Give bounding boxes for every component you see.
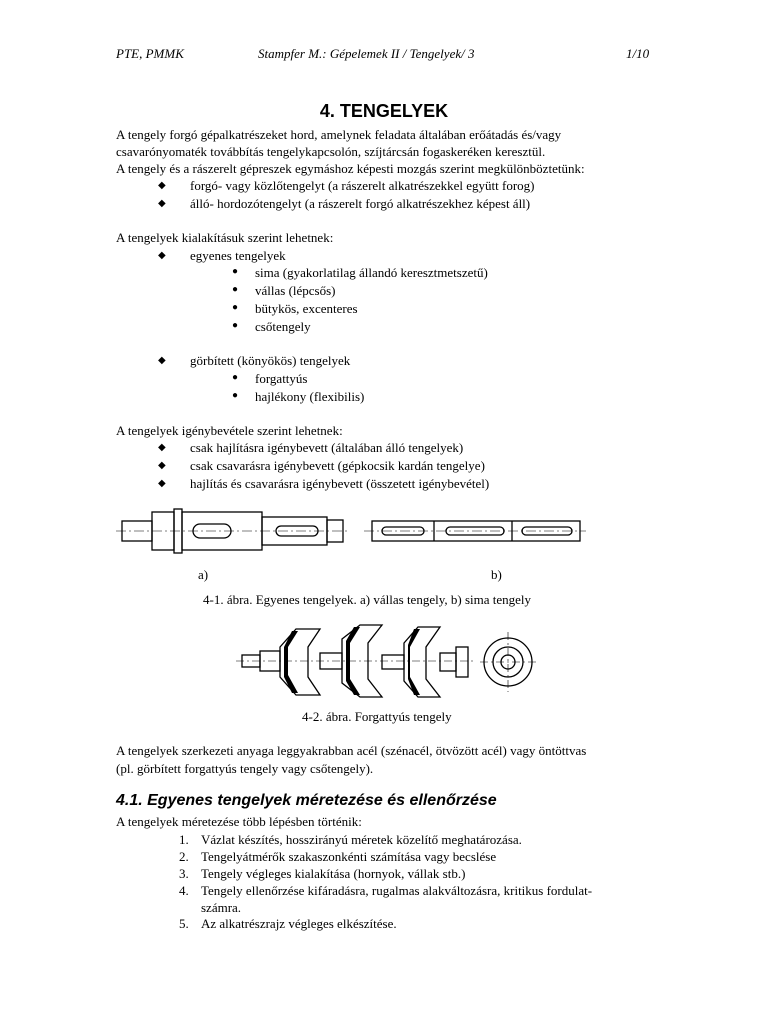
list-item: csak csavarásra igénybevett (gépkocsik kardán tengelye)	[190, 458, 485, 473]
header-center: Stampfer M.: Gépelemek II / Tengelyek/ 3	[258, 46, 475, 61]
intro-line: A tengely forgó gépalkatrészeket hord, amelynek feladata általában erőátadás és/vagy	[116, 127, 562, 142]
step-number: 1.	[179, 832, 189, 847]
dot-bullet-icon: ●	[232, 320, 239, 331]
intro-line: A tengely és a rászerelt gépreszek egymáshoz képesti mozgás szerint megkülönböztetünk:	[116, 161, 585, 176]
sub-item: vállas (lépcsős)	[255, 283, 336, 298]
dot-bullet-icon: ●	[232, 390, 239, 401]
step-text: Tengely végleges kialakítása (hornyok, vállak stb.)	[201, 866, 466, 881]
step-number: 5.	[179, 916, 189, 931]
load-intro: A tengelyek igénybevétele szerint lehetnek:	[116, 423, 343, 438]
list-item: forgó- vagy közlőtengelyt (a rászerelt alkatrészekkel együtt forog)	[190, 178, 535, 193]
figure-caption: 4-2. ábra. Forgattyús tengely	[302, 709, 452, 724]
figure-shafts	[116, 498, 586, 566]
step-number: 3.	[179, 866, 189, 881]
sub-item: forgattyús	[255, 371, 308, 386]
step-number: 4.	[179, 883, 189, 898]
diamond-bullet-icon: ◆	[158, 180, 166, 191]
intro-line: csavarónyomaték továbbítás tengelykapcsolón, szíjtárcsán fogaskeréken keresztül.	[116, 144, 546, 159]
figure-label-b: b)	[491, 567, 502, 582]
page-number: 1/10	[626, 46, 650, 61]
list-item: álló- hordozótengelyt (a rászerelt forgó alkatrészekhez képest áll)	[190, 196, 531, 211]
design-intro: A tengelyek kialakításuk szerint lehetnek:	[116, 230, 334, 245]
header-left: PTE, PMMK	[116, 46, 184, 61]
step-number: 2.	[179, 849, 189, 864]
list-item: csak hajlításra igénybevett (általában álló tengelyek)	[190, 440, 464, 455]
step-text-continued: számra.	[201, 900, 242, 915]
dot-bullet-icon: ●	[232, 266, 239, 277]
dot-bullet-icon: ●	[232, 372, 239, 383]
section-title: 4.1. Egyenes tengelyek méretezése és ellenőrzése	[116, 792, 497, 809]
diamond-bullet-icon: ◆	[158, 460, 166, 471]
diamond-bullet-icon: ◆	[158, 250, 166, 261]
sub-item: bütykös, excenteres	[255, 301, 358, 316]
diamond-bullet-icon: ◆	[158, 355, 166, 366]
dot-bullet-icon: ●	[232, 284, 239, 295]
step-text: Tengelyátmérők szakaszonkénti számítása vagy becslése	[201, 849, 497, 864]
list-item: egyenes tengelyek	[190, 248, 286, 263]
figure-caption: 4-1. ábra. Egyenes tengelyek. a) vállas tengely, b) sima tengely	[203, 592, 532, 607]
step-text: Az alkatrészrajz végleges elkészítése.	[201, 916, 397, 931]
dot-bullet-icon: ●	[232, 302, 239, 313]
list-item: görbített (könyökös) tengelyek	[190, 353, 351, 368]
steps-intro: A tengelyek méretezése több lépésben történik:	[116, 814, 362, 829]
material-line: (pl. görbített forgattyús tengely vagy csőtengely).	[116, 761, 374, 776]
step-text: Tengely ellenőrzése kifáradásra, rugalmas alakváltozásra, kritikus fordulat-	[201, 883, 593, 898]
material-line: A tengelyek szerkezeti anyaga leggyakrabban acél (szénacél, ötvözött acél) vagy öntöttvas	[116, 743, 587, 758]
diamond-bullet-icon: ◆	[158, 478, 166, 489]
diamond-bullet-icon: ◆	[158, 442, 166, 453]
sub-item: sima (gyakorlatilag állandó keresztmetszetű)	[255, 265, 488, 280]
step-text: Vázlat készítés, hosszirányú méretek közelítő meghatározása.	[201, 832, 522, 847]
page-title: 4. TENGELYEK	[319, 101, 449, 121]
diamond-bullet-icon: ◆	[158, 198, 166, 209]
list-item: hajlítás és csavarásra igénybevett (összetett igénybevétel)	[190, 476, 490, 491]
figure-label-a: a)	[198, 567, 209, 582]
sub-item: hajlékony (flexibilis)	[255, 389, 365, 404]
figure-crankshaft	[236, 617, 536, 707]
sub-item: csőtengely	[255, 319, 311, 334]
